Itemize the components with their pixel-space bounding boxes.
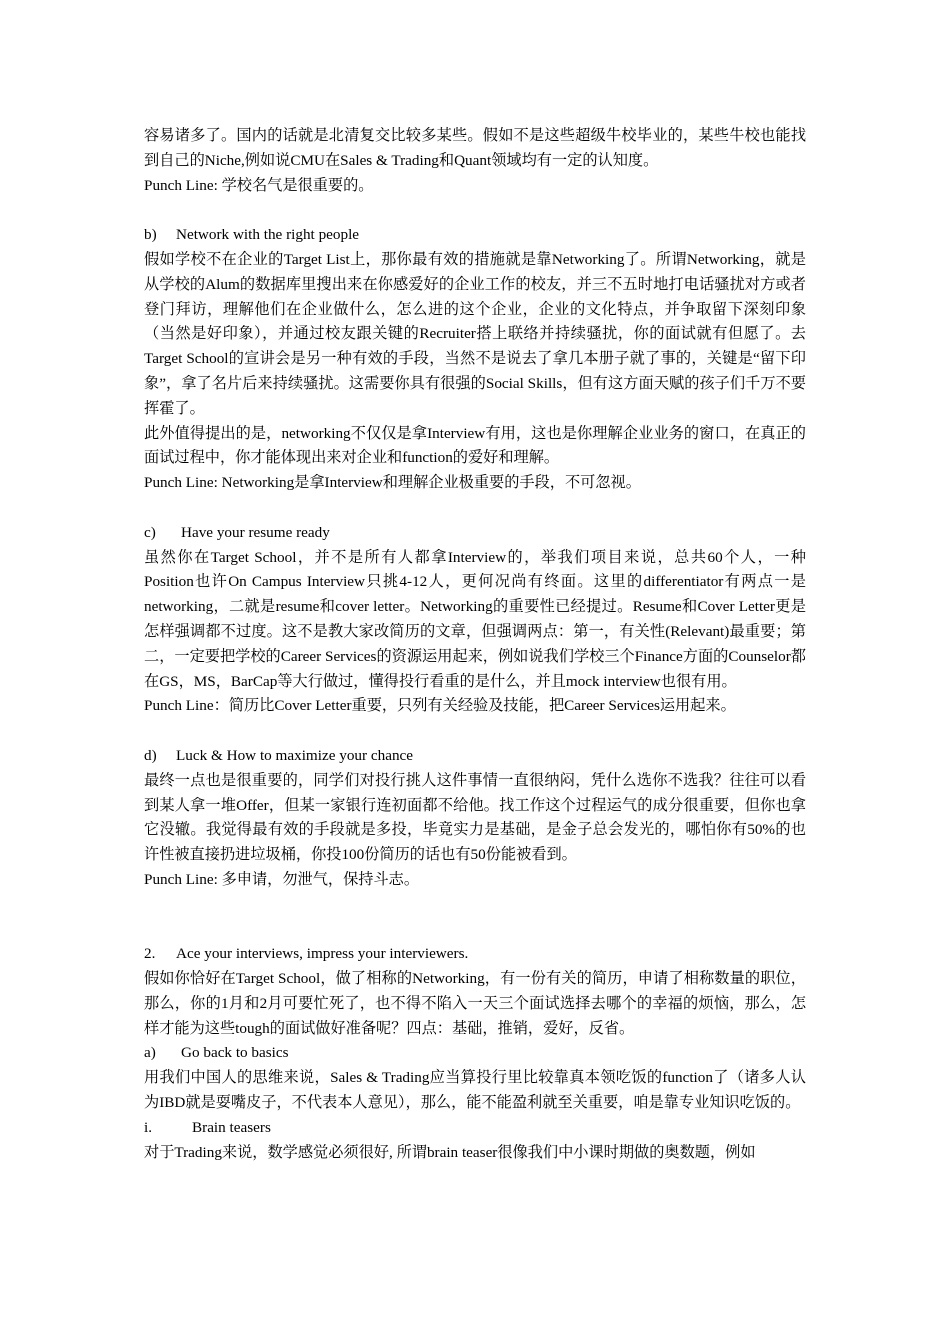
- punch-line: Punch Line: 学校名气是很重要的。: [144, 176, 374, 194]
- section-heading-c: [144, 521, 806, 546]
- heading-number: 2.: [144, 945, 156, 963]
- spacer: [144, 496, 806, 521]
- heading-text: Go back to basics: [181, 1044, 289, 1062]
- spacer: [144, 719, 806, 744]
- heading-text: Ace your interviews, impress your interviewers.: [176, 945, 469, 963]
- section-heading-d: [144, 744, 806, 769]
- section-heading-i: [144, 1116, 806, 1141]
- paragraph: 假如你恰好在Target School，做了相称的Networking，有一份有关的简历，申请了相称数量的职位，那么，你的1月和2月可要忙死了，也不得不陷入一天三个面试选择去哪个的幸福的烦恼，那么，怎样才能为这些tough的面试做好准备呢？四点：基础，推销，爱好，反省。: [144, 970, 806, 1037]
- paragraph: 此外值得提出的是，networking不仅仅是拿Interview有用，这也是你理解企业业务的窗口，在真正的面试过程中，你才能体现出来对企业和function的爱好和理解。: [144, 424, 806, 467]
- heading-text: Network with the right people: [176, 226, 360, 244]
- section-heading-b: [144, 223, 806, 248]
- heading-number: d): [144, 746, 157, 764]
- heading-number: a): [144, 1044, 156, 1062]
- heading-number: c): [144, 523, 156, 541]
- document-body: [144, 124, 806, 1165]
- heading-text: Brain teasers: [192, 1118, 271, 1136]
- spacer: [144, 893, 806, 943]
- heading-text: Have your resume ready: [181, 523, 330, 541]
- heading-number: i.: [144, 1118, 153, 1136]
- section-heading-a: [144, 1041, 806, 1066]
- section-heading-2: [144, 942, 806, 967]
- paragraph: 假如学校不在企业的Target List上，那你最有效的措施就是靠Networking了。所谓Networking，就是从学校的Alum的数据库里搜出来在你感爱好的企业工作的校友，并三不五时地打电话骚扰对方或者登门拜访，理解他们在企业做什么，怎么进的这个企业，企业的文化特点，并争取留下深刻印象（当然是好印象），并通过校友跟关键的Recruiter搭上联络并持续骚扰，你的面试就有但愿了。去Target School的宣讲会是另一种有效的手段，当然不是说去了拿几本册子就了事的，关键是“留下印象”，拿了名片后来持续骚扰。这需要你具有很强的Social Skills，但有这方面天赋的孩子们千万不要挥霍了。: [144, 250, 806, 417]
- spacer: [144, 198, 806, 223]
- paragraph: 最终一点也是很重要的，同学们对投行挑人这件事情一直很纳闷，凭什么选你不选我？往往可以看到某人拿一堆Offer，但某一家银行连初面都不给他。找工作这个过程运气的成分很重要，但你也拿它没辙。我觉得最有效的手段就是多投，毕竟实力是基础，是金子总会发光的，哪怕你有50%的也许性被直接扔进垃圾桶，你投100份简历的话也有50份能被看到。: [144, 771, 806, 864]
- paragraph: 对于Trading来说，数学感觉必须很好, 所谓brain teaser很像我们中小课时期做的奥数题，例如: [144, 1143, 756, 1161]
- paragraph: 虽然你在Target School，并不是所有人都拿Interview的，举我们项目来说，总共60个人，一种Position也许On Campus Interview只挑4-12人，更何况尚有终面。这里的differentiator有两点一是networking，二就是resume和cover letter。Networking的重要性已经提过。Resume和Cover Letter更是怎样强调都不过度。这不是教大家改简历的文章，但强调两点：第一，有关性(Relevant)最重要；第二，一定要把学校的Career Services的资源运用起来，例如说我们学校三个Finance方面的Counselor都在GS，MS，BarCap等大行做过，懂得投行看重的是什么，并且mock interview也很有用。: [144, 548, 806, 690]
- paragraph: 容易诸多了。国内的话就是北清复交比较多某些。假如不是这些超级牛校毕业的，某些牛校也能找到自己的Niche,例如说CMU在Sales & Trading和Quant领域均有一定的认知度。: [144, 127, 806, 169]
- punch-line: Punch Line：简历比Cover Letter重要，只列有关经验及技能，把Career Services运用起来。: [144, 697, 736, 715]
- punch-line: Punch Line: 多申请，勿泄气，保持斗志。: [144, 870, 420, 888]
- heading-number: b): [144, 226, 157, 244]
- paragraph: 用我们中国人的思维来说，Sales & Trading应当算投行里比较靠真本领吃饭的function了（诸多人认为IBD就是耍嘴皮子，不代表本人意见），那么，能不能盈利就至关重要，咱是靠专业知识吃饭的。: [144, 1069, 806, 1112]
- heading-text: Luck & How to maximize your chance: [176, 746, 414, 764]
- punch-line: Punch Line: Networking是拿Interview和理解企业极重要的手段，不可忽视。: [144, 474, 641, 492]
